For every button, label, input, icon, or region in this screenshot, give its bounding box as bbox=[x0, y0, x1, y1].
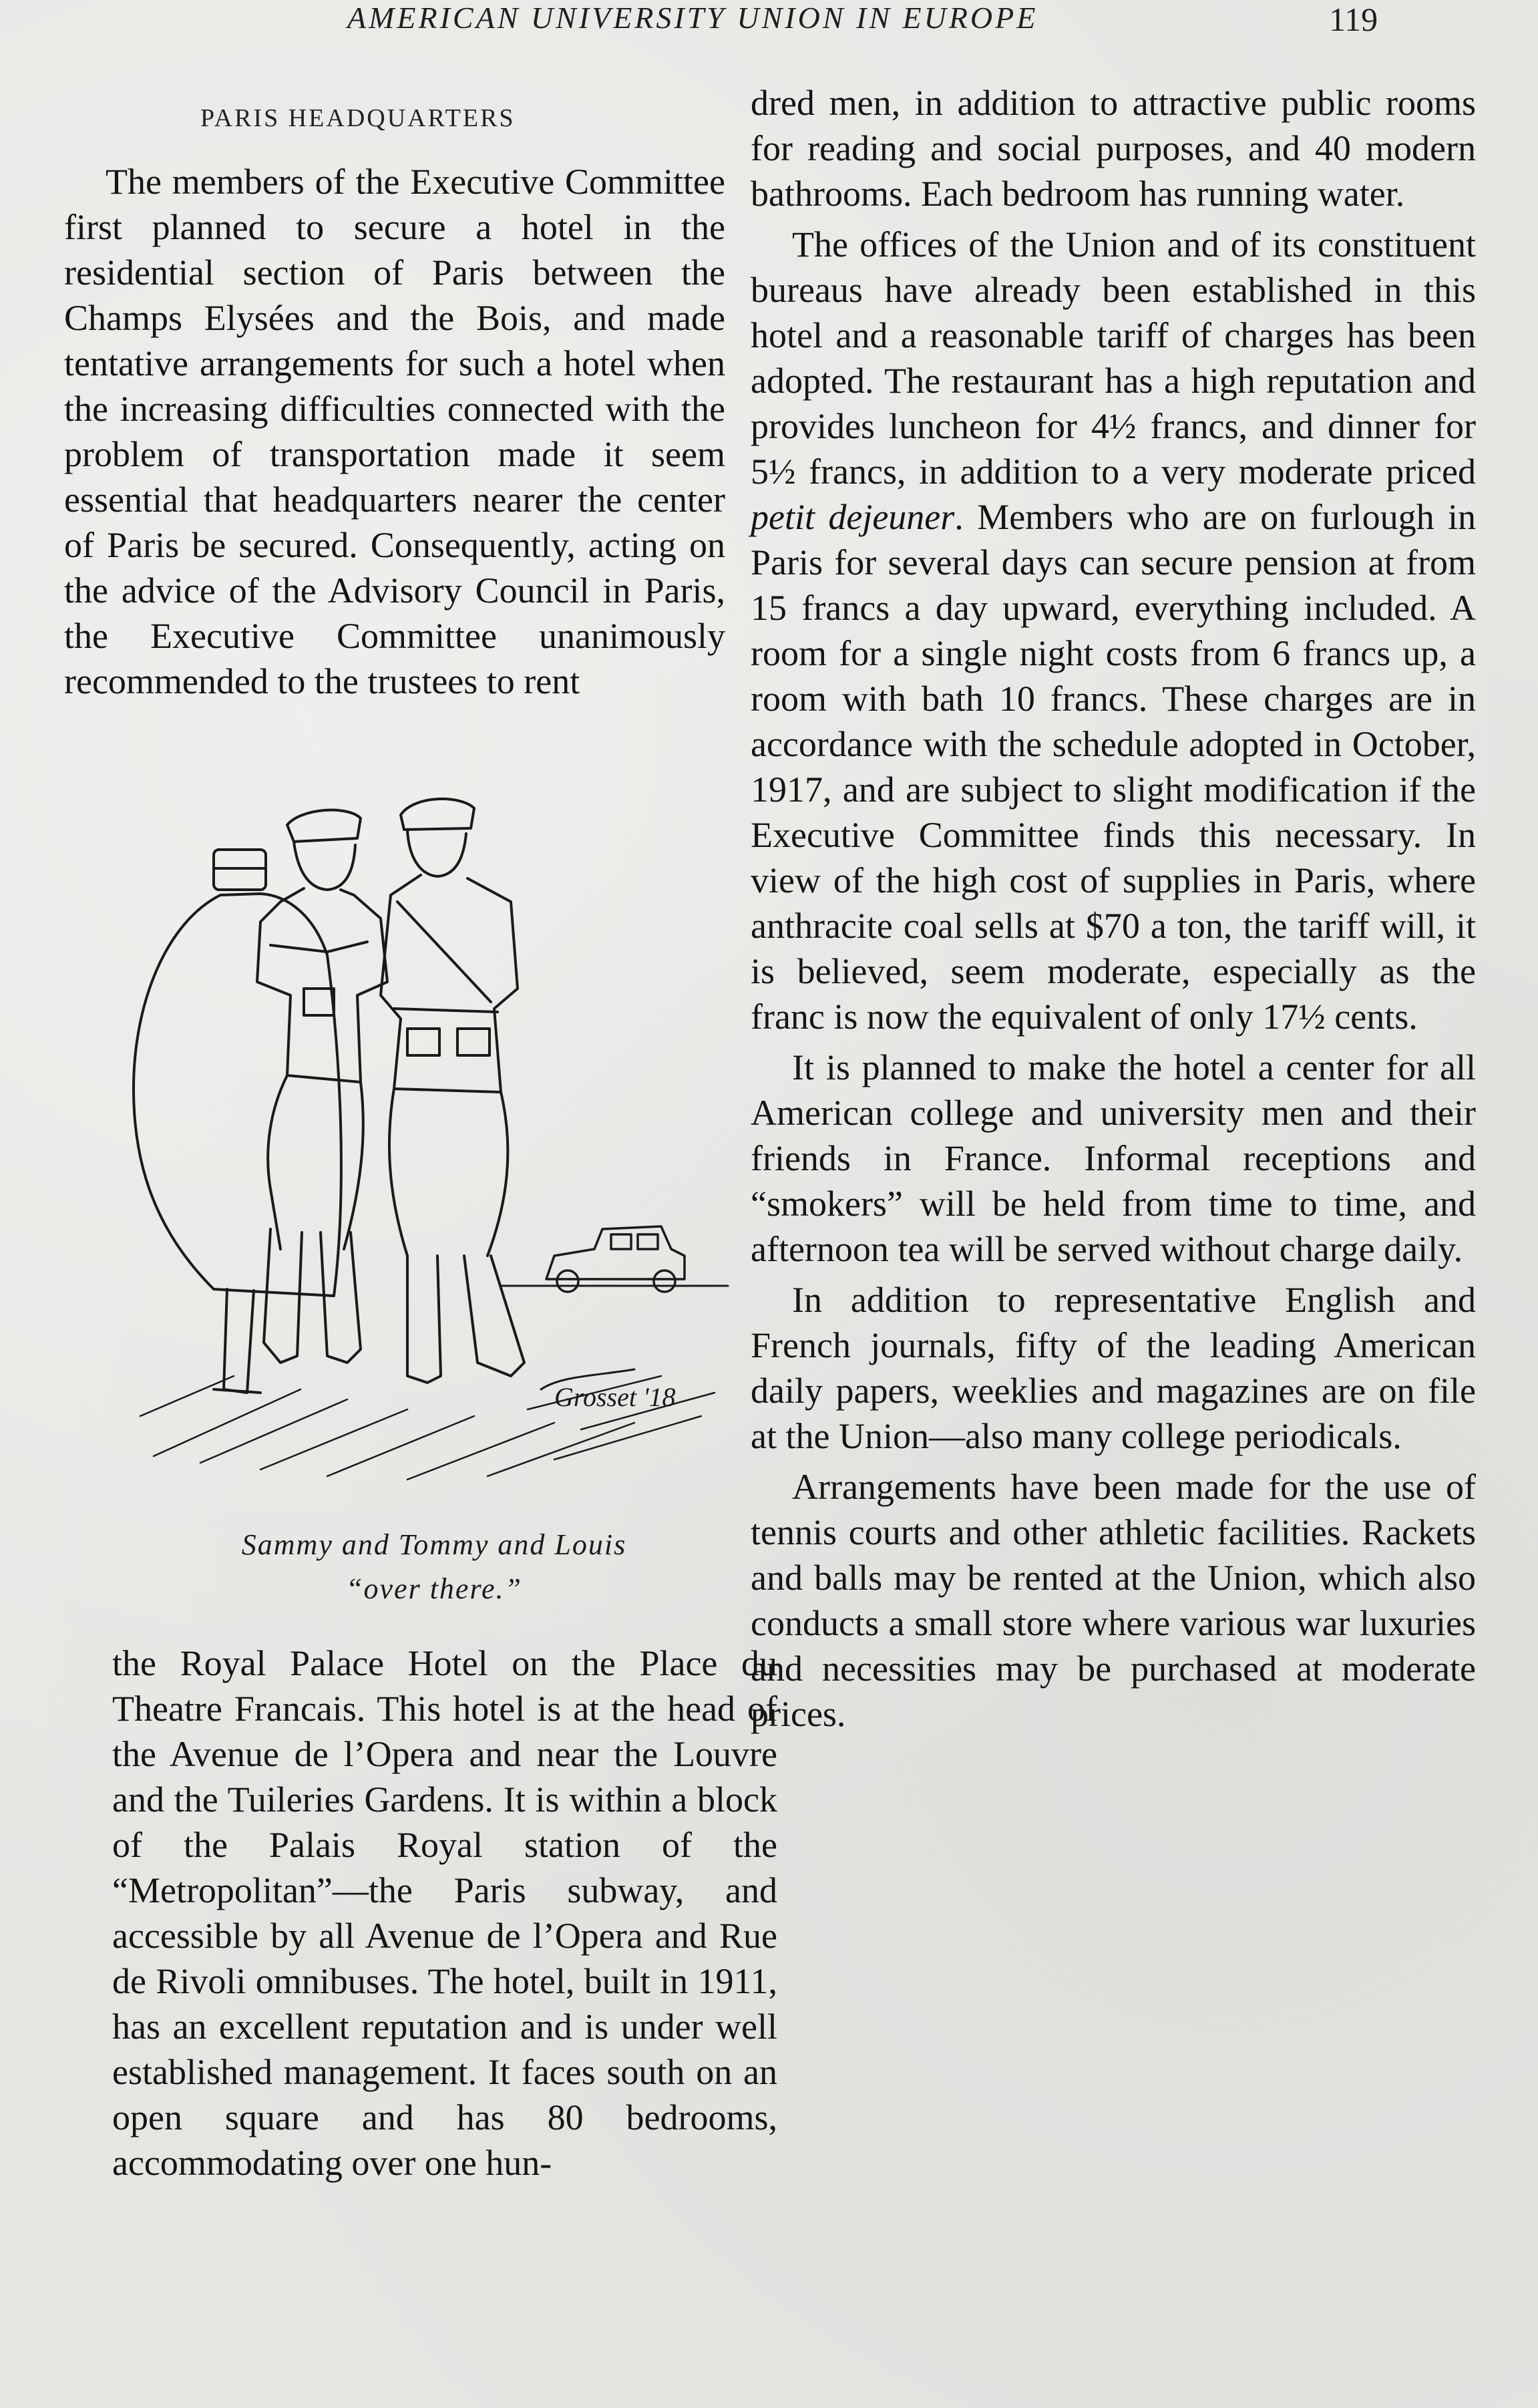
left-column-bottom bbox=[112, 1641, 777, 2186]
caption-line-2: “over there.” bbox=[346, 1572, 522, 1605]
cartoon-illustration bbox=[127, 788, 741, 1490]
paragraph-receptions: It is planned to make the hotel a center for all American college and university men and their friends in France. Informal receptions and “smokers” will be held from time to time, and afternoon tea will be served without charge daily. bbox=[751, 1047, 1476, 1269]
paragraph-headquarters-intro: The members of the Executive Committee first planned to secure a hotel in the residential section of Paris between the Champs Elysées and the Bois, and made tentative arrangements for such a hotel when the increasing difficulties connected with the problem of transportation made it seem essential that headquarters nearer the center of Paris be secured. Consequently, acting on the advice of the Advisory Council in Paris, the Executive Committee unanimously recommended to the trustees to rent bbox=[64, 162, 725, 701]
paragraph-accommodations: dred men, in addition to attractive public rooms for reading and social purposes, and 40 modern bathrooms. Each bedroom has running water. bbox=[751, 83, 1476, 214]
soldier-middle-figure bbox=[257, 810, 387, 1363]
paragraph-journals: In addition to representative English and French journals, fifty of the leading American daily papers, weeklies and magazines are on file at the Union—also many college periodicals. bbox=[751, 1280, 1476, 1456]
tariff-text-part1: The offices of the Union and of its constituent bureaus have already been established in this hotel and a reasonable tariff of charges has been adopted. The restaurant has a high reputation and provides luncheon for 4½ francs, and dinner for 5½ francs, in addition to a very moderate priced bbox=[751, 224, 1476, 492]
page-number: 119 bbox=[1329, 1, 1378, 38]
soldier-right-figure bbox=[381, 799, 524, 1383]
tariff-text-part2: . Members who are on furlough in Paris for several days can secure pension at from 15 francs a day upward, everything included. A room for a single night costs from 6 francs up, a room with bath 10 francs. These charges are in accordance with the schedule adopted in October, 1917, and are subject to slight modification if the Executive Committee finds this necessary. In view of the high cost of supplies in Paris, where anthracite coal sells at $70 a ton, the tariff will, it is believed, seem moderate, especially as the franc is now the equivalent of only 17½ cents. bbox=[751, 497, 1476, 1037]
right-column bbox=[751, 80, 1476, 1737]
caption-line-1: Sammy and Tommy and Louis bbox=[241, 1528, 627, 1561]
artist-signature: Grosset '18 bbox=[554, 1382, 676, 1412]
paragraph-royal-palace-hotel: the Royal Palace Hotel on the Place du Theatre Francais. This hotel is at the head of the Avenue de l’Opera and near the Louvre and the Tuileries Gardens. It is within a block of the Palais Royal station of the “Metropolitan”—the Paris subway, and accessible by all Avenue de l’Opera and Rue de Rivoli omnibuses. The hotel, built in 1911, has an excellent reputation and is under well established management. It faces south on an open square and has 80 bedrooms, accommodating over one hun- bbox=[112, 1643, 777, 2183]
illustration-caption bbox=[107, 1523, 761, 1611]
paragraph-tariff bbox=[751, 222, 1476, 1039]
car-drawing bbox=[546, 1226, 685, 1292]
cape-soldier-figure bbox=[134, 850, 341, 1393]
tariff-italic-phrase: petit dejeuner bbox=[751, 497, 955, 537]
left-column-top bbox=[64, 159, 725, 704]
running-head: AMERICAN UNIVERSITY UNION IN EUROPE bbox=[347, 1, 1038, 35]
section-heading: PARIS HEADQUARTERS bbox=[200, 104, 516, 132]
paragraph-athletics: Arrangements have been made for the use of tennis courts and other athletic facilities. Rackets and balls may be rented at the Union, which also conducts a small store where various war luxuries and necessities may be purchased at moderate prices. bbox=[751, 1467, 1476, 1734]
